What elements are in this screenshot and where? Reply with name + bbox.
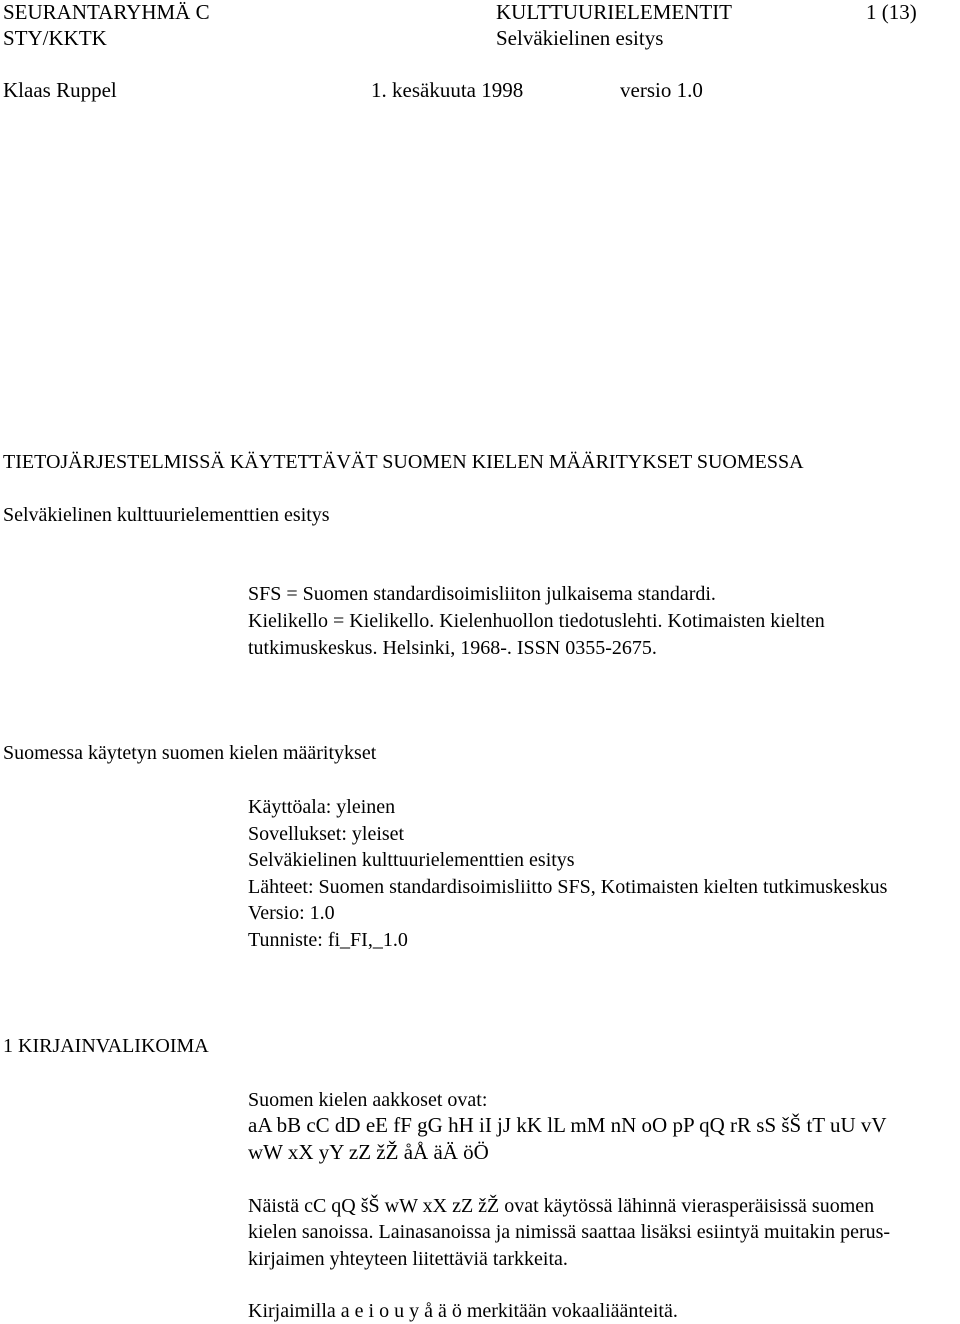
definition-heading: Suomessa käytetyn suomen kielen määritykset: [3, 742, 377, 764]
header-doc-title: KULTTUURIELEMENTIT: [496, 0, 733, 24]
header-doc-subtitle: Selväkielinen esitys: [496, 26, 664, 50]
definition-line: Sovellukset: yleiset: [248, 823, 405, 845]
paragraph-line: Näistä cC qQ šŠ wW xX zZ žŽ ovat käytössä lähinnä vierasperäisissä suomen: [248, 1195, 875, 1217]
definition-line: Selväkielinen kulttuurielementtien esitys: [248, 849, 575, 871]
definition-line: Käyttöala: yleinen: [248, 796, 396, 818]
reference-line: SFS = Suomen standardisoimisliiton julkaisema standardi.: [248, 583, 716, 605]
reference-line: tutkimuskeskus. Helsinki, 1968-. ISSN 0355-2675.: [248, 637, 657, 659]
header-page-number: 1 (13): [866, 0, 917, 24]
paragraph-line: kirjaimen yhteyteen liitettäviä tarkkeita.: [248, 1248, 568, 1270]
header-date: 1. kesäkuuta 1998: [371, 78, 524, 102]
definition-line: Versio: 1.0: [248, 902, 335, 924]
vowels-line: Kirjaimilla a e i o u y å ä ö merkitään vokaaliäänteitä.: [248, 1300, 678, 1322]
document-title: TIETOJÄRJESTELMISSÄ KÄYTETTÄVÄT SUOMEN KIELEN MÄÄRITYKSET SUOMESSA: [3, 451, 804, 473]
header-unit: STY/KKTK: [3, 26, 107, 50]
definition-line: Lähteet: Suomen standardisoimisliitto SFS, Kotimaisten kielten tutkimuskeskus: [248, 876, 888, 898]
alphabet-line: aA bB cC dD eE fF gG hH iI jJ kK lL mM nN oO pP qQ rR sS šŠ tT uU vV: [248, 1113, 887, 1137]
reference-line: Kielikello = Kielikello. Kielenhuollon tiedotuslehti. Kotimaisten kielten: [248, 610, 825, 632]
alphabet-line: wW xX yY zZ žŽ åÅ äÄ öÖ: [248, 1140, 489, 1164]
alphabet-intro: Suomen kielen aakkoset ovat:: [248, 1089, 488, 1111]
document-subtitle: Selväkielinen kulttuurielementtien esitys: [3, 504, 330, 526]
section-heading: 1 KIRJAINVALIKOIMA: [3, 1035, 209, 1057]
definition-line: Tunniste: fi_FI,_1.0: [248, 929, 408, 951]
header-version: versio 1.0: [620, 78, 703, 102]
header-author: Klaas Ruppel: [3, 78, 117, 102]
paragraph-line: kielen sanoissa. Lainasanoissa ja nimissä saattaa lisäksi esiintyä muitakin perus-: [248, 1221, 891, 1243]
header-org: SEURANTARYHMÄ C: [3, 0, 210, 24]
